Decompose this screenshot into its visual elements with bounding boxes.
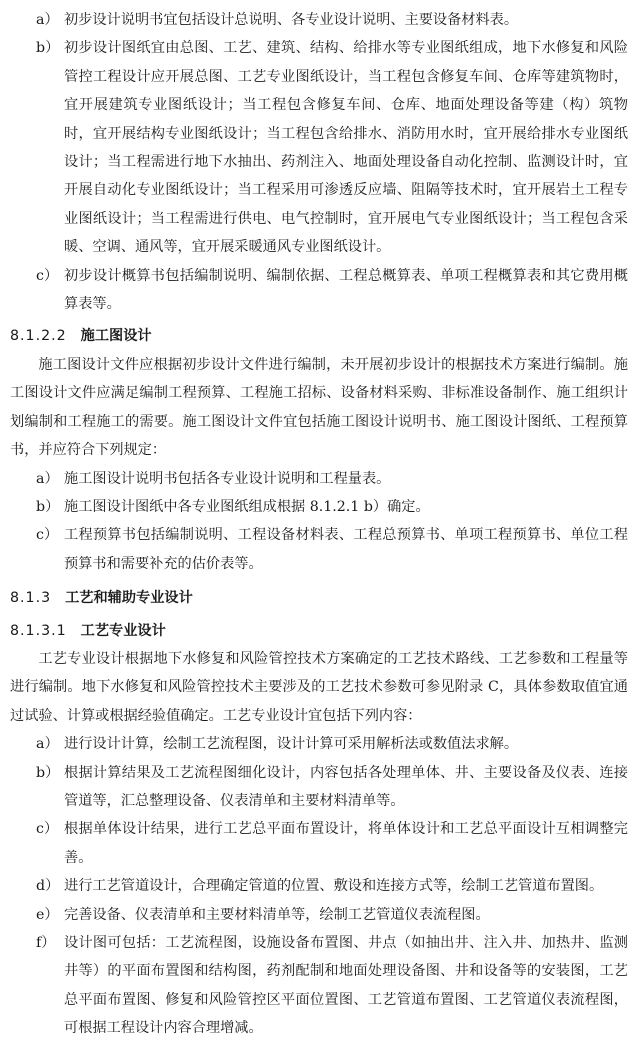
list-text: 进行设计计算，绘制工艺流程图，设计计算可采用解析法或数值法求解。 <box>64 736 519 753</box>
list-text: 进行工艺管道设计，合理确定管道的位置、敷设和连接方式等，绘制工艺管道布置图。 <box>64 878 604 895</box>
list-marker: c） <box>36 821 59 838</box>
section-number: 8.1.3 <box>10 590 52 607</box>
list-item <box>10 730 628 758</box>
list-marker: b） <box>36 764 60 781</box>
list-text: 初步设计概算书包括编制说明、编制依据、工程总概算表、单项工程概算表和其它费用概算表等。 <box>64 267 628 313</box>
list-marker: e） <box>36 906 59 923</box>
list-marker: b） <box>36 40 60 57</box>
section-heading-8-1-3-1 <box>10 617 628 645</box>
list-marker: d） <box>36 878 60 895</box>
list-text: 根据单体设计结果，进行工艺总平面布置设计，将单体设计和工艺总平面设计互相调整完善。 <box>64 821 628 866</box>
section-heading-8-1-2-2 <box>10 322 628 350</box>
list-item <box>10 901 628 929</box>
list-item <box>10 262 628 319</box>
list-text: 根据计算结果及工艺流程图细化设计，内容包括各处理单体、井、主要设备及仪表、连接管道等，汇总整理设备、仪表清单和主要材料清单等。 <box>64 764 628 809</box>
section-number: 8.1.3.1 <box>10 622 67 639</box>
body-paragraph: 工艺专业设计根据地下水修复和风险管控技术方案确定的工艺技术路线、工艺参数和工程量等进行编制。地下水修复和风险管控技术主要涉及的工艺技术参数可参见附录 C，具体参数取值宜通过试验、计算或根据经验值确定。工艺专业设计宜包括下列内容： <box>10 650 628 724</box>
list-text: 设计图可包括：工艺流程图，设施设备布置图、井点（如抽出井、注入井、加热井、监测井等）的平面布置图和结构图，药剂配制和地面处理设备图、井和设备等的安装图，工艺总平面布置图、修复和风险管控区平面位置图、工艺管道布置图、工艺管道仪表流程图，可根据工程设计内容合理增减。 <box>64 935 628 1037</box>
section-title: 施工图设计 <box>80 328 152 345</box>
list-item <box>10 815 628 872</box>
section-title: 工艺专业设计 <box>80 622 166 639</box>
list-text: 完善设备、仪表清单和主要材料清单等，绘制工艺管道仪表流程图。 <box>64 906 490 923</box>
list-text: 施工图设计说明书包括各专业设计说明和工程量表。 <box>64 470 391 487</box>
list-marker: a） <box>36 470 59 487</box>
list-text: 初步设计说明书宜包括设计总说明、各专业设计说明、主要设备材料表。 <box>64 12 519 28</box>
list-item <box>10 465 628 493</box>
list-item <box>10 34 628 261</box>
list-text: 工程预算书包括编制说明、工程设备材料表、工程总预算书、单项工程预算书、单位工程预算书和需要补充的估价表等。 <box>64 527 628 572</box>
list-item <box>10 929 628 1043</box>
list-item <box>10 493 628 521</box>
list-marker: c） <box>36 267 59 284</box>
list-marker: f） <box>36 935 56 951</box>
list-marker: b） <box>36 498 60 515</box>
list-text: 施工图设计图纸中各专业图纸组成根据 8.1.2.1 b）确定。 <box>64 498 430 515</box>
list-marker: a） <box>36 736 59 753</box>
list-text: 初步设计图纸宜由总图、工艺、建筑、结构、给排水等专业图纸组成，地下水修复和风险管控工程设计应开展总图、工艺专业图纸设计，当工程包含修复车间、仓库等建筑物时，宜开展建筑专业图纸设计；当工程包含修复车间、仓库、地面处理设备等建（构）筑物时，宜开展结构专业图纸设计；当工程包含给排水、消防用水时，宜开展给排水专业图纸设计；当工程需进行地下水抽出、药剂注入、地面处理设备自动化控制、监测设计时，宜开展自动化专业图纸设计；当工程采用可渗透反应墙、阻隔等技术时，宜开展岩土工程专业图纸设计；当工程需进行供电、电气控制时，宜开展电气专业图纸设计；当工程包含采暖、空调、通风等，宜开展采暖通风专业图纸设计。 <box>64 40 628 256</box>
list-marker: c） <box>36 527 59 544</box>
list-item <box>10 6 628 34</box>
section-number: 8.1.2.2 <box>10 328 67 345</box>
list-marker: a） <box>36 12 59 28</box>
section-heading-8-1-3 <box>10 584 628 612</box>
list-item <box>10 759 628 816</box>
list-item <box>10 521 628 578</box>
list-item <box>10 872 628 900</box>
section-title: 工艺和辅助专业设计 <box>65 590 193 607</box>
body-paragraph: 施工图设计文件应根据初步设计文件进行编制，未开展初步设计的根据技术方案进行编制。施工图设计文件应满足编制工程预算、工程施工招标、设备材料采购、非标准设备制作、施工组织计划编制和工程施工的需要。施工图设计文件宜包括施工图设计说明书、施工图设计图纸、工程预算书，并应符合下列规定： <box>10 356 628 459</box>
